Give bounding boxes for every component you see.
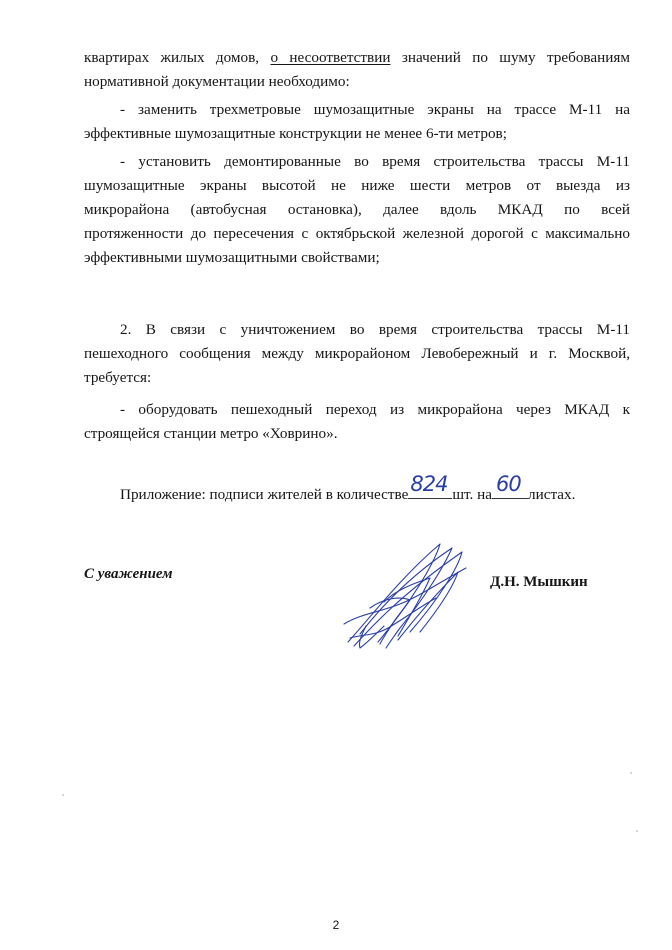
handwritten-signature [340,538,480,653]
paragraph-2-line-2: пешеходного сообщения между микрорайоном Левобережный и г. Москвой, [84,345,630,362]
signature-count-blank [408,472,452,499]
bullet-2-line-5: эффективными шумозащитными свойствами; [84,249,380,266]
handwritten-sheets: 60 [496,472,521,496]
closing-phrase: С уважением [84,566,173,582]
attachment-suffix: листах. [528,486,576,503]
bullet-3-line-1: - оборудовать пешеходный переход из микрорайона через МКАД к [120,401,630,418]
paragraph-2 [84,318,630,390]
scan-speck [630,772,632,774]
scan-speck [62,794,64,796]
underlined-phrase: о несоответствии [270,49,391,66]
bullet-2-line-1: - установить демонтированные во время строительства трассы М-11 [120,153,630,170]
bullet-replace-screens [84,98,630,146]
bullet-1-line-2: эффективные шумозащитные конструкции не менее 6-ти метров; [84,125,507,142]
bullet-pedestrian-crossing [84,398,630,446]
bullet-2-line-2: шумозащитные экраны высотой не ниже шести метров от выезда из [84,177,630,194]
handwritten-count: 824 [410,472,448,496]
paragraph-1-line-1 [84,46,630,70]
attachment-prefix: Приложение: подписи жителей в количестве [120,486,409,503]
paragraph-1-line-2: нормативной документации необходимо: [84,73,350,90]
bullet-3-line-2: строящейся станции метро «Ховрино». [84,425,338,442]
bullet-2-line-3: микрорайона (автобусная остановка), далее вдоль МКАД по всей [84,201,630,218]
text-run: значений по шуму требованиям [390,49,630,66]
bullet-install-screens [84,150,630,270]
page-number: 2 [332,918,340,932]
paragraph-2-line-3: требуется: [84,369,152,386]
scan-speck [636,830,638,832]
paragraph-2-line-1: 2. В связи с уничтожением во время строительства трассы М-11 [120,321,630,338]
sheet-count-blank [492,472,528,499]
attachment-mid: шт. на [452,486,492,503]
signer-name: Д.Н. Мышкин [490,574,588,590]
bullet-1-line-1: - заменить трехметровые шумозащитные экраны на трассе М-11 на [120,101,630,118]
paragraph-1 [84,46,630,94]
text-run: квартирах жилых домов, [84,49,271,66]
bullet-2-line-4: протяженности до пересечения с октябрьской железной дорогой с максимально [84,225,630,242]
attachment-line [120,472,640,507]
